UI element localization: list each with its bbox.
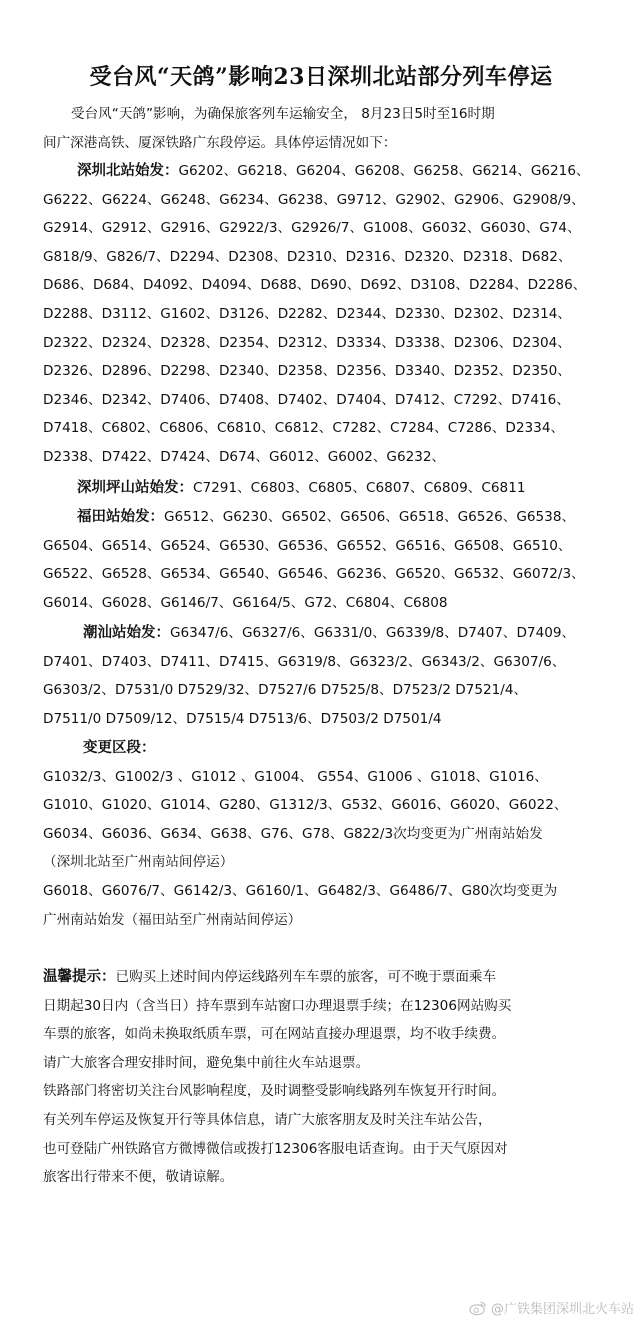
train-list: C7291、C6803、C6805、C6807、C6809、C6811	[193, 480, 526, 496]
change-line: G6018、G6076/7、G6142/3、G6160/1、G6482/3、G6486/7、G80次均变更为	[43, 882, 558, 899]
section-chaoshan	[43, 619, 603, 733]
tips-line: 有关列车停运及恢复开行等具体信息，请广大旅客朋友及时关注车站公告，	[43, 1111, 492, 1128]
train-line: G6303/2、D7531/0 D7529/32、D7527/6 D7525/8、D7523/2 D7521/4、	[43, 682, 528, 699]
section-pingshan	[43, 474, 603, 503]
train-line: D7511/0 D7509/12、D7515/4 D7513/6、D7503/2 D7501/4	[43, 710, 442, 727]
section-first-line	[43, 474, 603, 503]
train-line: G818/9、G826/7、D2294、D2308、D2310、D2316、D2320、D2318、D682、	[43, 248, 572, 265]
page-title: 受台风“天鸽”影响23日深圳北站部分列车停运	[89, 64, 553, 90]
section-changes	[43, 734, 603, 934]
train-line: D686、D684、D4092、D4094、D688、D690、D692、D3108、D2284、D2286、	[43, 277, 587, 294]
train-line: D2322、D2324、D2328、D2354、D2312、D3334、D3338、D2306、D2304、	[43, 334, 571, 351]
section-label: 潮汕站始发：	[83, 625, 170, 641]
tips-first-line	[43, 963, 603, 992]
train-line: D7418、C6802、C6806、C6810、C6812、C7282、C7284、C7286、D2334、	[43, 420, 565, 437]
section-label: 深圳坪山站始发：	[77, 480, 193, 496]
train-line: D2338、D7422、D7424、D674、G6012、G6002、G6232、	[43, 448, 446, 465]
intro-paragraph	[43, 100, 603, 157]
tips-line: 旅客出行带来不便，敬请谅解。	[43, 1169, 234, 1186]
section-tips	[43, 963, 603, 1192]
section-label: 福田站始发：	[77, 509, 164, 525]
change-line: G6034、G6036、G634、G638、G76、G78、G822/3次均变更为广州南站始发	[43, 825, 543, 842]
intro-line: 受台风“天鸽”影响，为确保旅客列车运输安全， 8月23日5时至16时期	[71, 106, 495, 122]
section-label: 变更区段：	[83, 740, 156, 756]
train-line: G6504、G6514、G6524、G6530、G6536、G6552、G6516、G6508、G6510、	[43, 537, 572, 554]
tips-text: 已购买上述时间内停运线路列车车票的旅客，可不晚于票面乘车	[115, 969, 497, 985]
train-line: G6222、G6224、G6248、G6234、G6238、G9712、G2902、G2906、G2908/9、	[43, 191, 585, 208]
tips-line: 车票的旅客，如尚未换取纸质车票，可在网站直接办理退票，均不收手续费。	[43, 1026, 506, 1043]
train-line: G2914、G2912、G2916、G2922/3、G2926/7、G1008、G6032、G6030、G74、	[43, 220, 581, 237]
train-line: G6522、G6528、G6534、G6540、G6546、G6236、G6520、G6532、G6072/3、	[43, 566, 585, 583]
tips-line: 日期起30日内（含当日）持车票到车站窗口办理退票手续；在12306网站购买	[43, 997, 512, 1014]
tips-line: 请广大旅客合理安排时间，避免集中前往火车站退票。	[43, 1054, 370, 1071]
tips-line: 也可登陆广州铁路官方微博微信或拨打12306客服电话查询。由于天气原因对	[43, 1140, 508, 1157]
tips-label: 温馨提示：	[43, 969, 116, 985]
intro-line: 间广深港高铁、厦深铁路广东段停运。具体停运情况如下：	[43, 134, 397, 151]
train-list: G6512、G6230、G6502、G6506、G6518、G6526、G6538、	[164, 509, 576, 525]
watermark-text: @广铁集团深圳北火车站	[490, 1302, 634, 1317]
train-line: D7401、D7403、D7411、D7415、G6319/8、G6323/2、G6343/2、G6307/6、	[43, 653, 566, 670]
section-futian	[43, 503, 603, 617]
section-first-line	[43, 734, 603, 763]
section-label: 深圳北站始发：	[77, 163, 179, 179]
section-first-line	[43, 619, 603, 648]
change-line: 广州南站始发（福田站至广州南站间停运）	[43, 911, 302, 928]
train-line: D2346、D2342、D7406、D7408、D7402、D7404、D7412、C7292、D7416、	[43, 391, 570, 408]
tips-line: 铁路部门将密切关注台风影响程度，及时调整受影响线路列车恢复开行时间。	[43, 1083, 506, 1100]
change-line: G1010、G1020、G1014、G280、G1312/3、G532、G6016、G6020、G6022、	[43, 797, 568, 814]
watermark	[469, 1298, 634, 1317]
change-line: G1032/3、G1002/3 、G1012 、G1004、 G554、G1006 、G1018、G1016、	[43, 768, 548, 785]
change-line: （深圳北站至广州南站间停运）	[43, 854, 234, 871]
section-first-line	[43, 503, 603, 532]
section-shenzhen-north	[43, 157, 603, 472]
train-line: D2288、D3112、G1602、D3126、D2282、D2344、D2330、D2302、D2314、	[43, 305, 571, 322]
train-list: G6202、G6218、G6204、G6208、G6258、G6214、G6216、	[178, 163, 590, 179]
train-line: D2326、D2896、D2298、D2340、D2358、D2356、D3340、D2352、D2350、	[43, 363, 571, 380]
weibo-icon	[469, 1300, 487, 1316]
section-first-line	[43, 157, 603, 186]
train-list: G6347/6、G6327/6、G6331/0、G6339/8、D7407、D7409、	[170, 625, 576, 641]
train-line: G6014、G6028、G6146/7、G6164/5、G72、C6804、C6808	[43, 594, 448, 611]
